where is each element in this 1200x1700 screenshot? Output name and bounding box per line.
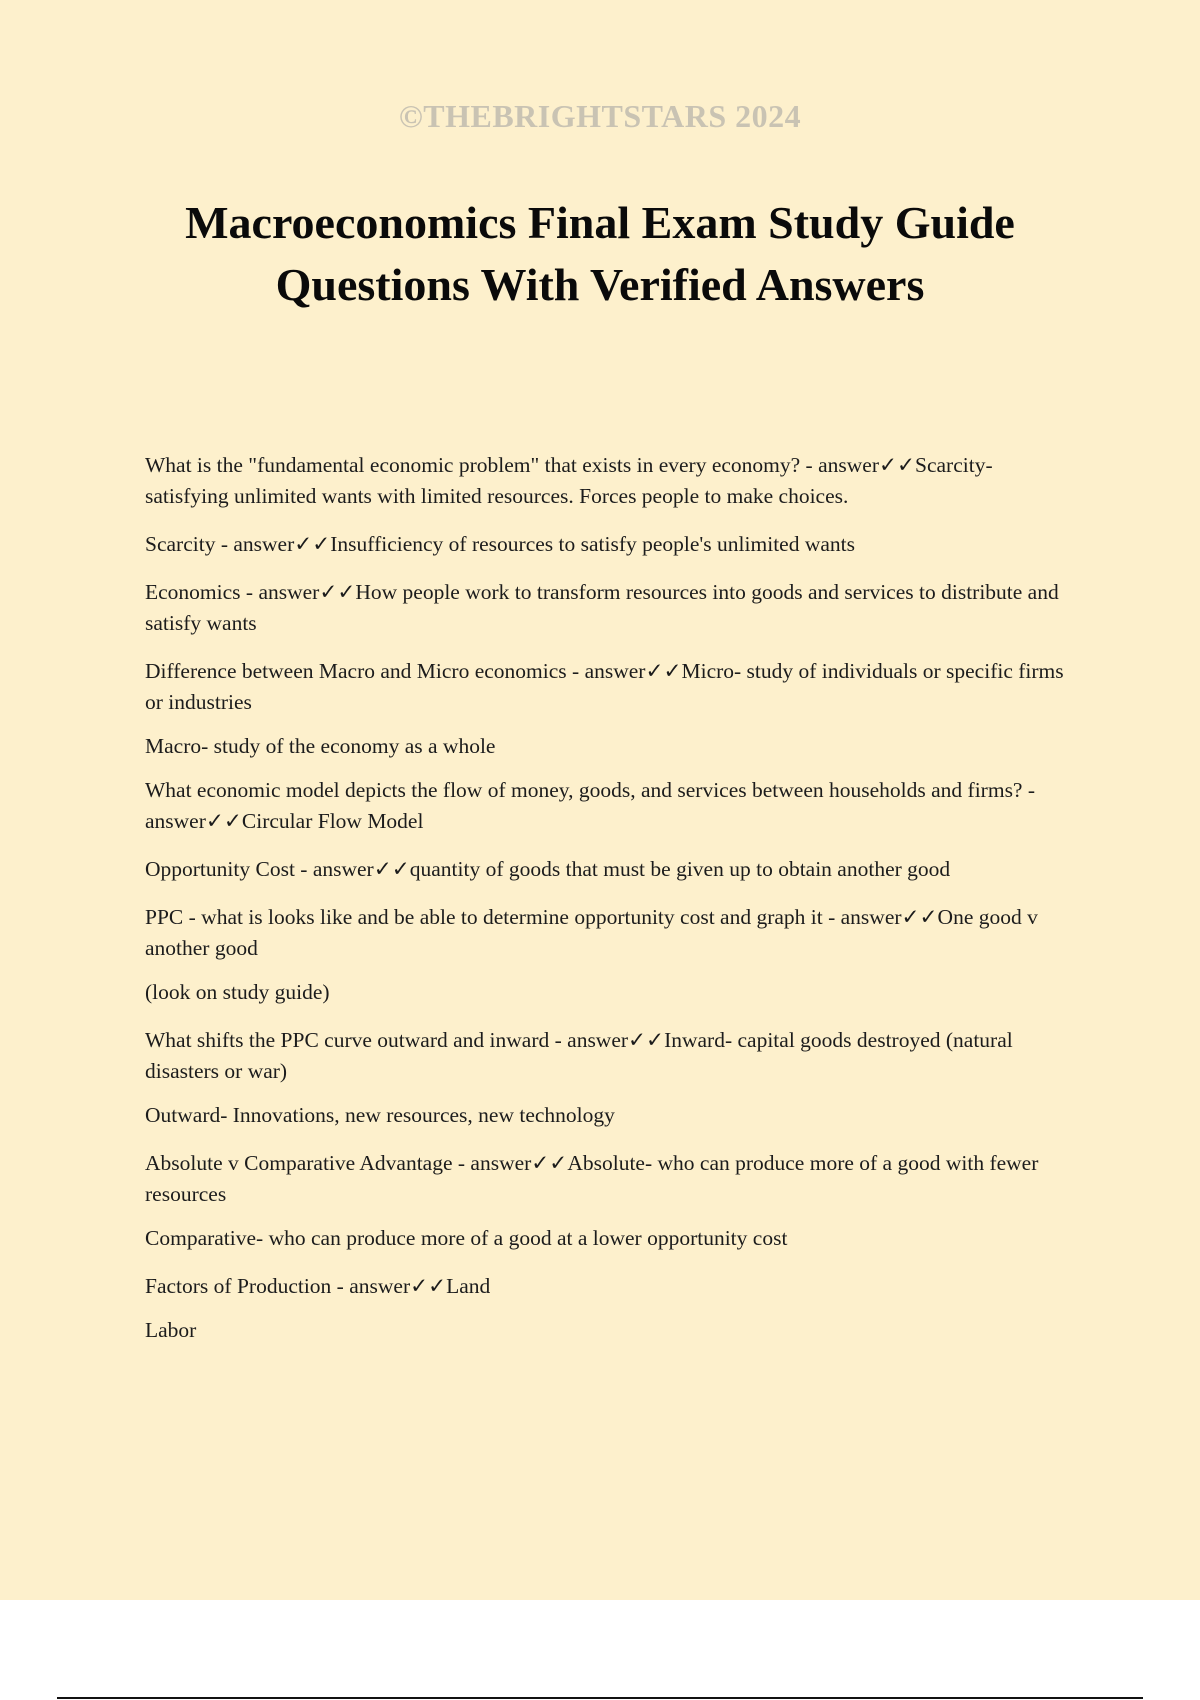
qa-item-7: Opportunity Cost - answer✓✓quantity of goods that must be given up to obtain another good <box>145 857 951 881</box>
footer-divider <box>57 1697 1143 1699</box>
qa-item-11: Outward- Innovations, new resources, new technology <box>145 1103 615 1127</box>
qa-item-1: What is the "fundamental economic problem" that exists in every economy? - answer✓✓Scarcity- satisfying unlimited wants with limited resources. Forces people to make choices. <box>145 453 993 508</box>
qa-item-12: Absolute v Comparative Advantage - answer✓✓Absolute- who can produce more of a good with fewer resources <box>145 1151 1039 1206</box>
title-line-1: Macroeconomics Final Exam Study Guide <box>185 197 1015 248</box>
qa-item-5: Macro- study of the economy as a whole <box>145 734 496 758</box>
watermark: ©THEBRIGHTSTARS 2024 <box>398 98 802 134</box>
qa-item-6: What economic model depicts the flow of money, goods, and services between households and firms? - answer✓✓Circular Flow Model <box>145 778 1036 833</box>
qa-item-9: (look on study guide) <box>145 980 330 1004</box>
qa-item-15: Labor <box>145 1318 197 1342</box>
page-title <box>100 192 1100 316</box>
title-line-2: Questions With Verified Answers <box>275 259 925 310</box>
qa-item-10: What shifts the PPC curve outward and inward - answer✓✓Inward- capital goods destroyed (natural disasters or war) <box>145 1028 1013 1083</box>
qa-item-14: Factors of Production - answer✓✓Land <box>145 1274 491 1298</box>
qa-item-4: Difference between Macro and Micro economics - answer✓✓Micro- study of individuals or specific firms or industries <box>145 659 1064 714</box>
qa-item-8: PPC - what is looks like and be able to determine opportunity cost and graph it - answer✓✓One good v another good <box>145 905 1038 960</box>
qa-item-3: Economics - answer✓✓How people work to transform resources into goods and services to distribute and satisfy wants <box>145 580 1059 635</box>
qa-item-13: Comparative- who can produce more of a good at a lower opportunity cost <box>145 1226 788 1250</box>
qa-item-2: Scarcity - answer✓✓Insufficiency of resources to satisfy people's unlimited wants <box>145 532 855 556</box>
qa-list <box>145 450 1080 1363</box>
